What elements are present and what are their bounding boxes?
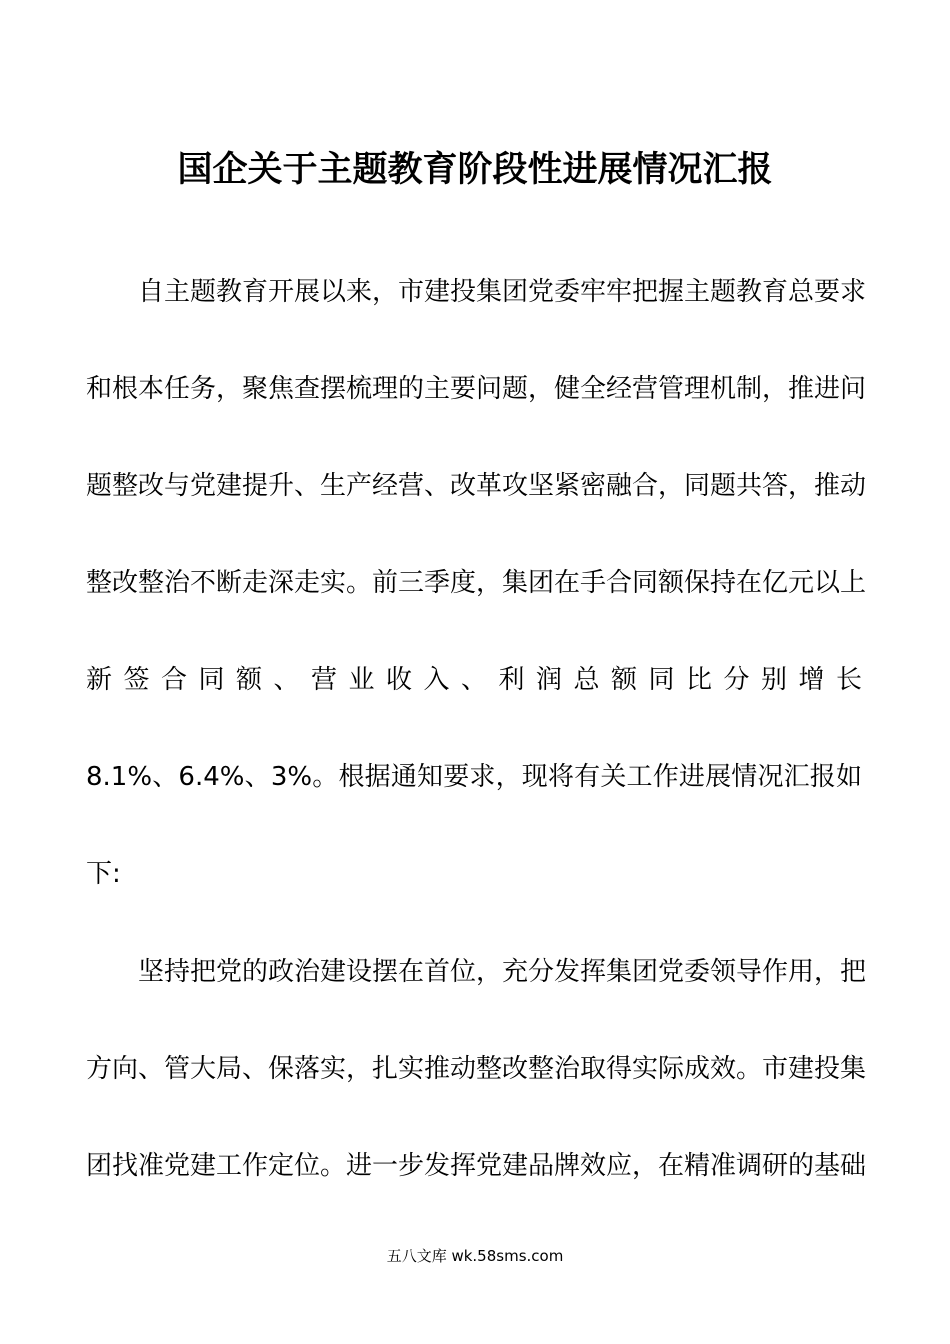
document-title: 国企关于主题教育阶段性进展情况汇报 [177, 150, 773, 190]
paragraph-line: 题整改与党建提升、生产经营、改革攻坚紧密融合，同题共答，推动 [86, 471, 867, 501]
paragraph-line: 团找准党建工作定位。进一步发挥党建品牌效应，在精准调研的基础 [86, 1151, 867, 1181]
paragraph-line: 新签合同额、营业收入、利润总额同比分别增长 [86, 665, 862, 695]
paragraph-line: 和根本任务，聚焦查摆梳理的主要问题，健全经营管理机制，推进问 [86, 374, 867, 404]
paragraph-line: 整改整治不断走深走实。前三季度，集团在手合同额保持在亿元以上 [86, 568, 867, 598]
paragraph-line: 坚持把党的政治建设摆在首位，充分发挥集团党委领导作用，把 [138, 957, 867, 987]
paragraph-2 [86, 924, 867, 1215]
paragraph-line: 8.1%、6.4%、3%。根据通知要求，现将有关工作进展情况汇报如 [86, 762, 862, 792]
paragraph-1 [86, 244, 867, 923]
footer-watermark: 五八文库 wk.58sms.com [386, 1247, 564, 1265]
paragraph-line: 下: [86, 859, 121, 889]
paragraph-line: 方向、管大局、保落实，扎实推动整改整治取得实际成效。市建投集 [86, 1054, 867, 1084]
paragraph-line: 自主题教育开展以来，市建投集团党委牢牢把握主题教育总要求 [138, 277, 867, 307]
